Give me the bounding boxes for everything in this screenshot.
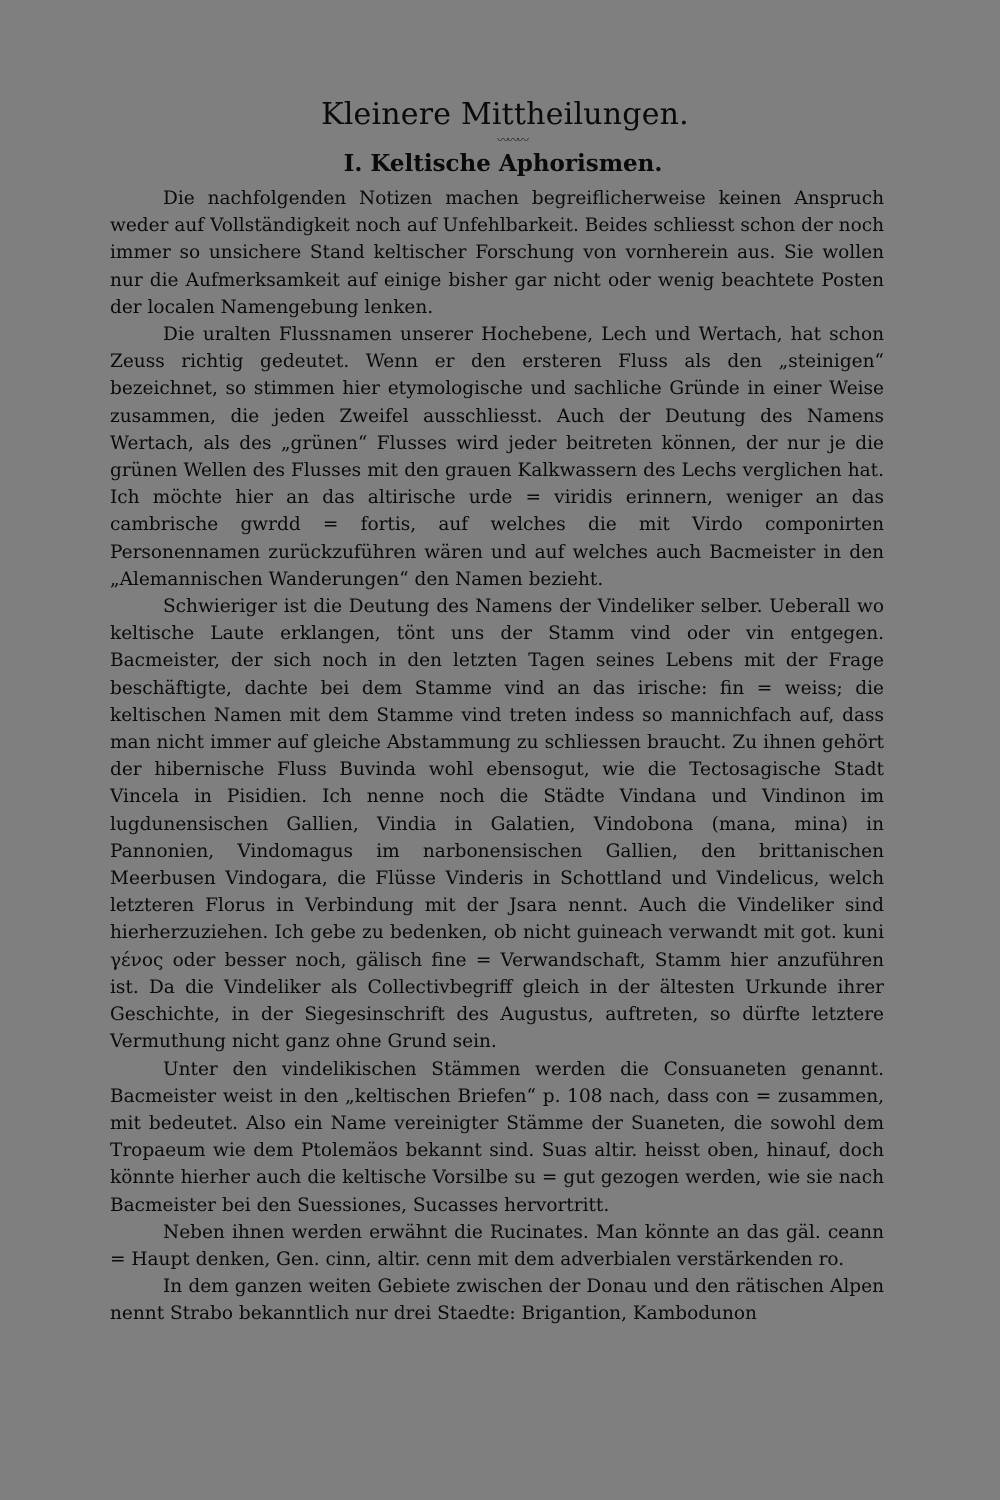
title-ornament: 〰〰〰	[496, 133, 527, 147]
paragraph: In dem ganzen weiten Gebiete zwischen der Donau und den rätischen Alpen nennt Strabo bekanntlich nur drei Staedte: Brigantion, Kambodunon	[110, 1276, 884, 1325]
paragraph: Die uralten Flussnamen unserer Hochebene, Lech und Wertach, hat schon Zeuss richtig gedeutet. Wenn er den ersteren Fluss als den „steinigen“ bezeichnet, so stimmen hier etymologische und sachliche Gründe in einer Weise zusammen, die jeden Zweifel ausschliesst. Auch der Deutung des Namens Wertach, als des „grünen“ Flusses wird jeder beitreten können, der nur je die grünen Wellen des Flusses mit den grauen Kalkwassern des Lechs verglichen hat. Ich möchte hier an das altirische urde = viridis erinnern, weniger an das cambrische gwrdd = fortis, auf welches die mit Virdo componirten Personennamen zurückzuführen wären und auf welches auch Bacmeister in den „Alemannischen Wanderungen“ den Namen bezieht.	[110, 324, 884, 590]
paragraph: Neben ihnen werden erwähnt die Rucinates. Man könnte an das gäl. ceann = Haupt denken, Gen. cinn, altir. cenn mit dem adverbialen verstärkenden ro.	[110, 1221, 884, 1270]
paragraph: Unter den vindelikischen Stämmen werden die Consuaneten genannt. Bacmeister weist in den „keltischen Briefen“ p. 108 nach, dass con = zusammen, mit bedeutet. Also ein Name vereinigter Stämme der Suaneten, die sowohl dem Tropaeum wie dem Ptolemäos bekannt sind. Suas altir. heisst oben, hinauf, doch könnte hierher auch die keltische Vorsilbe su = gut gezogen werden, wie sie nach Bacmeister bei den Suessiones, Sucasses hervortritt.	[110, 1058, 884, 1216]
page-title: Kleinere Mittheilungen.	[321, 97, 689, 132]
paragraph: Die nachfolgenden Notizen machen begreiflicherweise keinen Anspruch weder auf Vollständigkeit noch auf Unfehlbarkeit. Beides schliesst schon der noch immer so unsichere Stand keltischer Forschung von vornherein aus. Sie wollen nur die Aufmerksamkeit auf einige bisher gar nicht oder wenig beachtete Posten der localen Namengebung lenken.	[110, 188, 884, 318]
paragraph: Schwieriger ist die Deutung des Namens der Vindeliker selber. Ueberall wo keltische Laute erklangen, tönt uns der Stamm vind oder vin entgegen. Bacmeister, der sich noch in den letzten Tagen seines Lebens mit der Frage beschäftigte, dachte bei dem Stamme vind an das irische: fin = weiss; die keltischen Namen mit dem Stamme vind treten indess so mannichfach auf, dass man nicht immer auf gleiche Abstammung zu schliessen braucht. Zu ihnen gehört der hibernische Fluss Buvinda wohl ebensogut, wie die Tectosagische Stadt Vincela in Pisidien. Ich nenne noch die Städte Vindana und Vindinon im lugdunensischen Gallien, Vindia in Galatien, Vindobona (mana, mina) in Pannonien, Vindomagus im narbonensischen Gallien, den brittanischen Meerbusen Vindogara, die Flüsse Vinderis in Schottland und Vindelicus, welch letzteren Florus in Verbindung mit der Jsara nennt. Auch die Vindeliker sind hierherzuziehen. Ich gebe zu bedenken, ob nicht guineach verwandt mit got. kuni γένος oder besser noch, gälisch fine = Verwandschaft, Stamm hier anzuführen ist. Da die Vindeliker als Collectivbegriff gleich in der ältesten Urkunde ihrer Geschichte, in der Siegesinschrift des Augustus, auftreten, so dürfte letztere Vermuthung nicht ganz ohne Grund sein.	[110, 596, 884, 1053]
section-heading: I. Keltische Aphorismen.	[343, 150, 663, 177]
body-text	[110, 185, 884, 1328]
